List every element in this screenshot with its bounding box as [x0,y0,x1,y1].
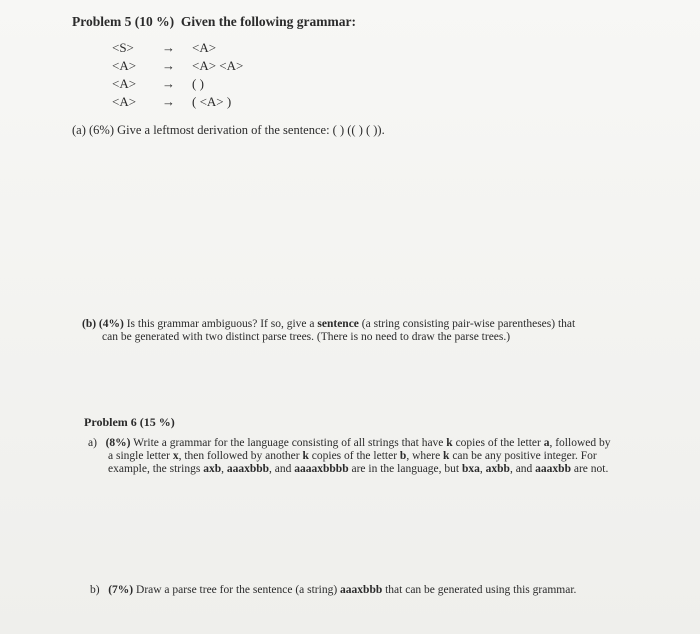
problem-5-part-a: (a) (6%) Give a leftmost derivation of the sentence: ( ) (( ) ( )). [72,123,385,137]
problem-6-title: Problem 6 (15 %) [84,415,175,429]
problem-6-part-a: a) (8%) Write a grammar for the language consisting of all strings that have k copies of the letter a, followed by a single letter x, then followed by another k copies of the letter b, where k can be any positive integer. For example, the strings axb, aaaxbbb, and aaaaxbbbb are in the language, but bxa, axbb, and aaaxbb are not. [88,437,611,475]
problem-5-title: Problem 5 (10 %) Given the following grammar: [72,14,356,29]
problem-6-part-b: b) (7%) Draw a parse tree for the sentence (a string) aaaxbbb that can be generated using this grammar. [90,584,577,596]
grammar-rule: <A> → ( ) [112,76,204,91]
grammar-rule: <A> → <A> <A> [112,58,244,73]
grammar-rule: <S> → <A> [112,40,217,55]
problem-5-part-b: (b) (4%) Is this grammar ambiguous? If so, give a sentence (a string consisting pair-wise parentheses) that can be generated with two distinct parse trees. (There is no need to draw the parse trees.) [82,318,576,343]
grammar-rule: <A> → ( <A> ) [112,94,232,109]
